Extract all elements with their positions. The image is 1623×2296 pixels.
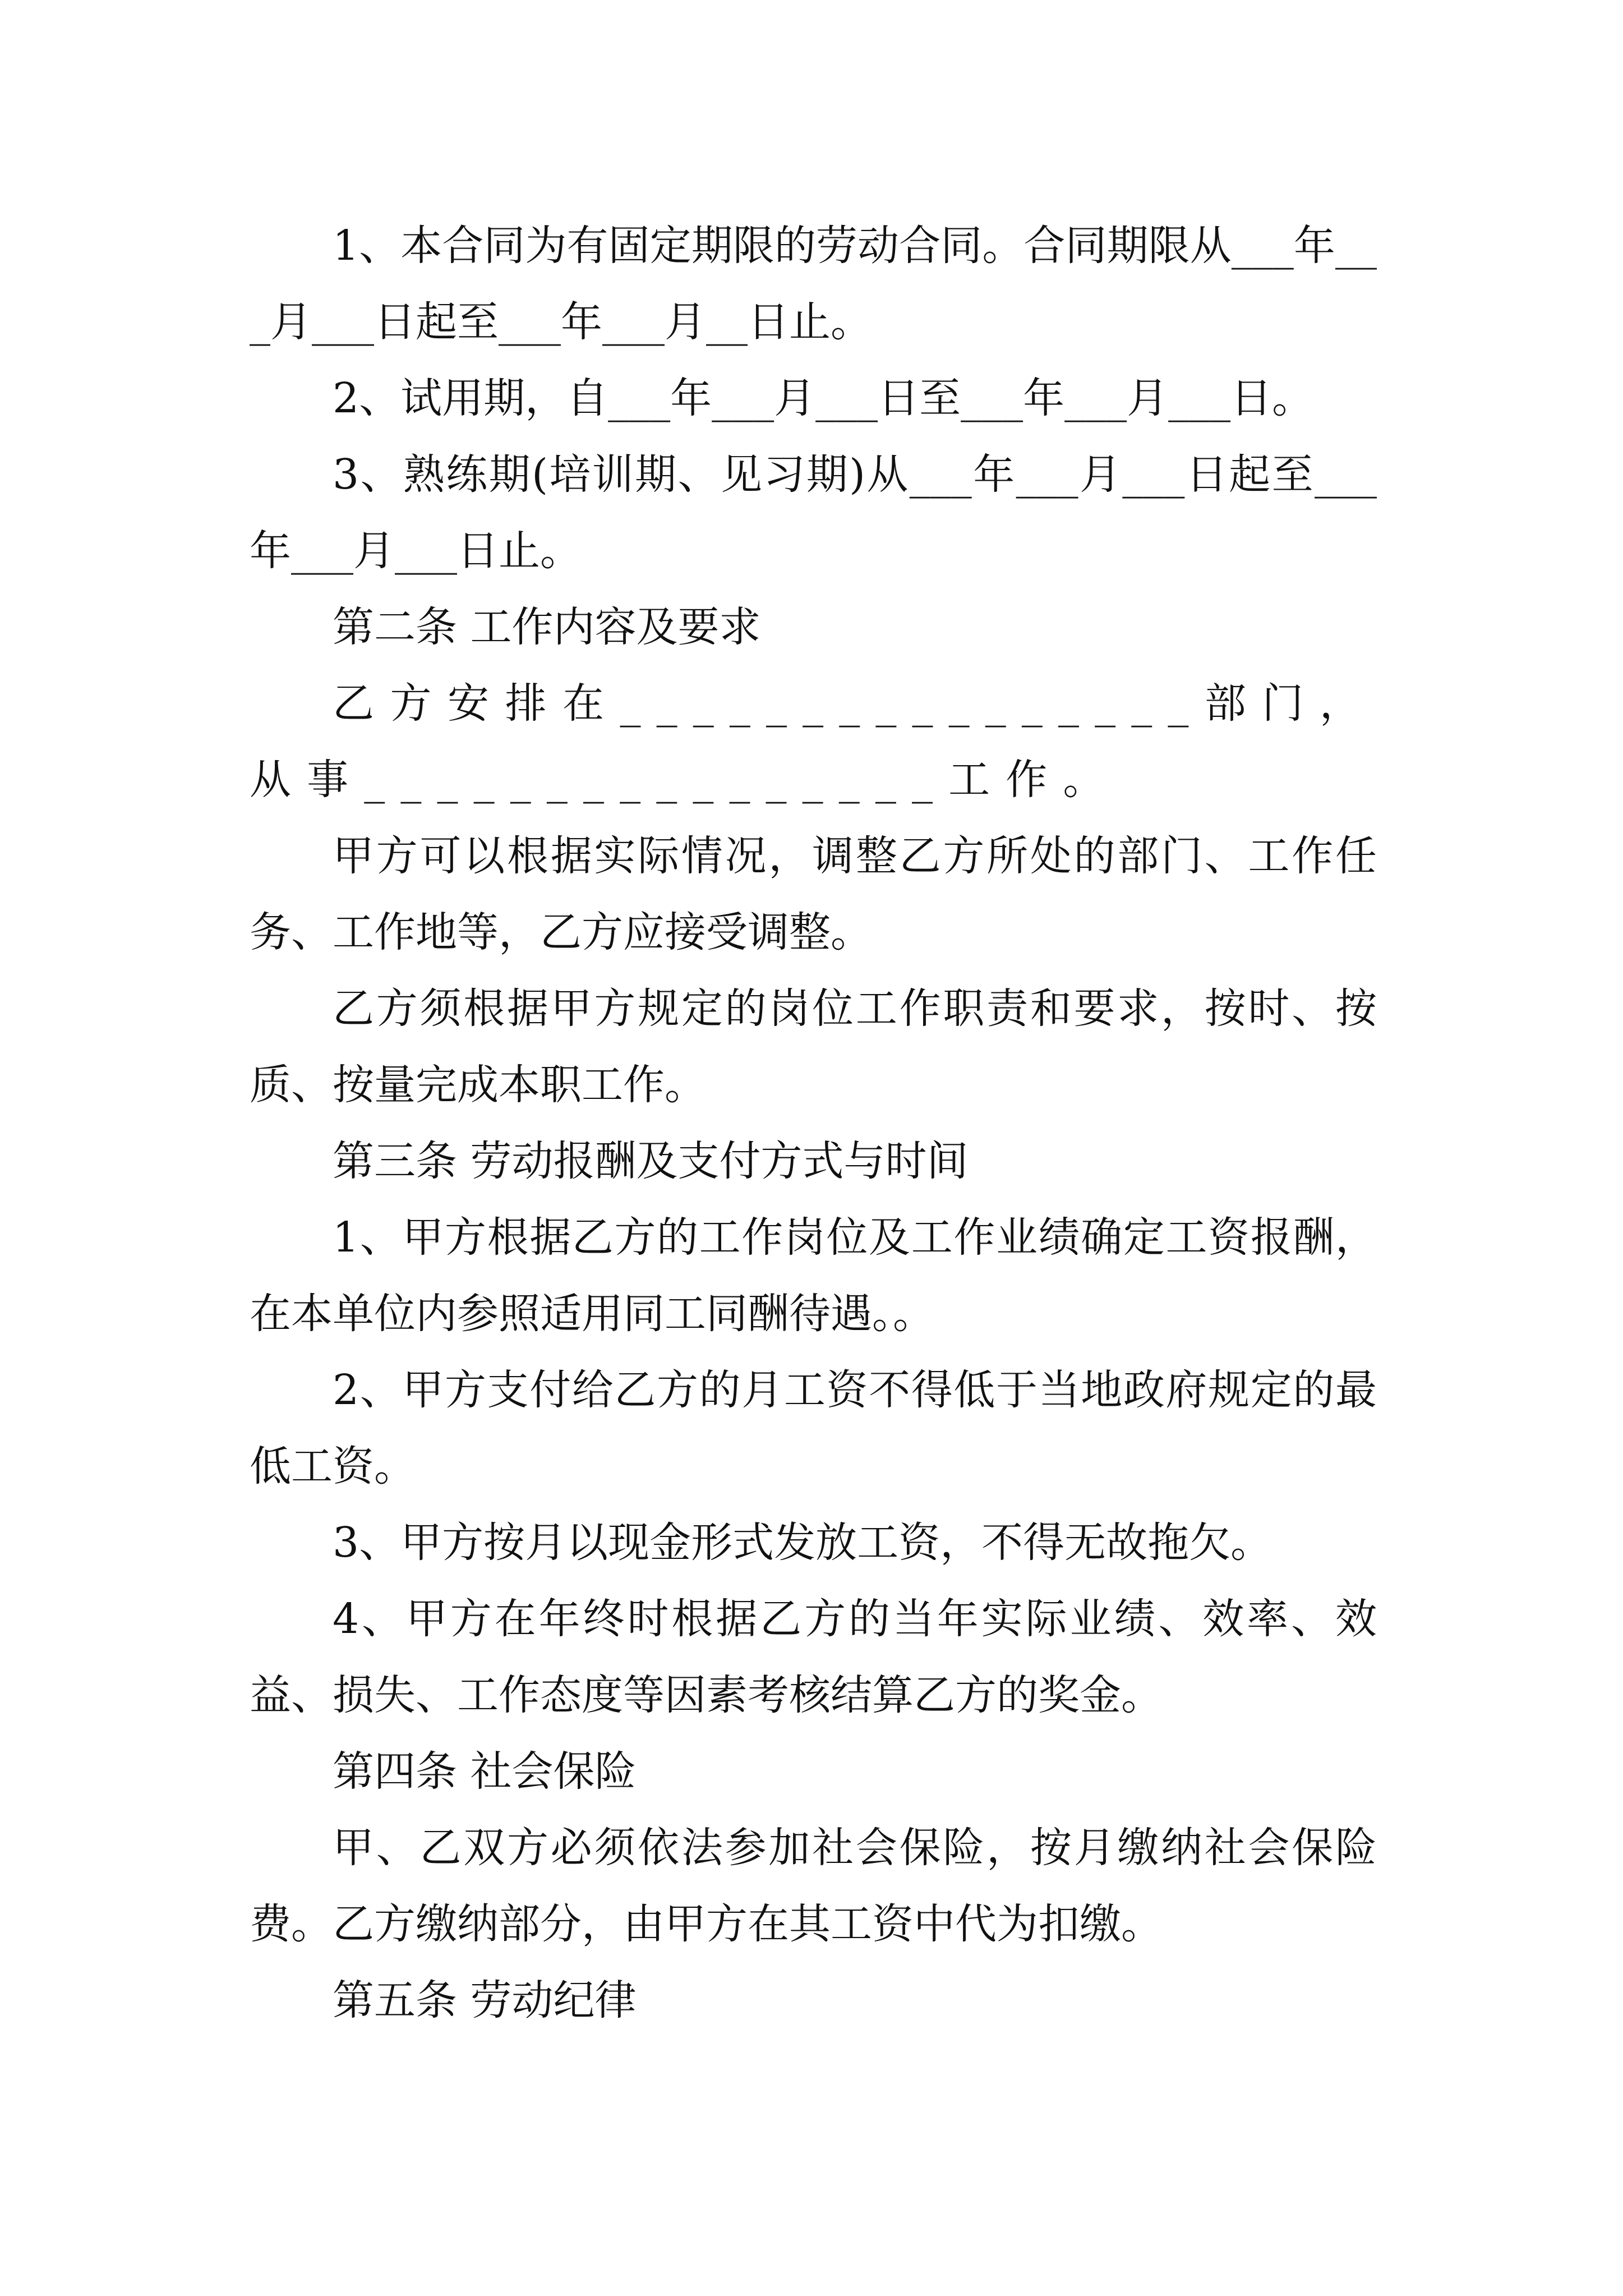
clause-minimum-wage: 2、甲方支付给乙方的月工资不得低于当地政府规定的最低工资。	[250, 1366, 1377, 1490]
contract-body	[250, 208, 1377, 2039]
article-3-heading: 第三条 劳动报酬及支付方式与时间	[333, 1137, 969, 1185]
clause-year-end-bonus: 4、甲方在年终时根据乙方的当年实际业绩、效率、效益、损失、工作态度等因素考核结算乙方的奖金。	[250, 1595, 1377, 1719]
clause-adjustment: 甲方可以根据实际情况，调整乙方所处的部门、工作任务、工作地等，乙方应接受调整。	[250, 832, 1377, 956]
article-4-heading: 第四条 社会保险	[333, 1747, 637, 1796]
clause-job-duties: 乙方须根据甲方规定的岗位工作职责和要求，按时、按质、按量完成本职工作。	[250, 984, 1377, 1109]
clause-probation-period: 2、试用期，自___年___月___日至___年___月___日。	[333, 374, 1314, 422]
clause-training-period: 3、熟练期(培训期、见习期)从___年___月___日起至___年___月___日止。	[250, 450, 1377, 575]
article-2-heading: 第二条 工作内容及要求	[333, 603, 761, 651]
clause-monthly-payment: 3、甲方按月以现金形式发放工资，不得无故拖欠。	[333, 1519, 1272, 1567]
clause-social-insurance: 甲、乙双方必须依法参加社会保险，按月缴纳社会保险费。乙方缴纳部分，由甲方在其工资中代为扣缴。	[250, 1824, 1377, 1948]
article-5-heading: 第五条 劳动纪律	[333, 1976, 637, 2024]
clause-contract-term: 1、本合同为有固定期限的劳动合同。合同期限从___年___月___日起至___年___月__日止。	[250, 222, 1377, 346]
clause-salary-basis: 1、甲方根据乙方的工作岗位及工作业绩确定工资报酬，在本单位内参照适用同工同酬待遇。。	[250, 1213, 1377, 1338]
clause-department-assignment: 乙方安排在________________部门，从事________________工作。	[250, 679, 1377, 804]
